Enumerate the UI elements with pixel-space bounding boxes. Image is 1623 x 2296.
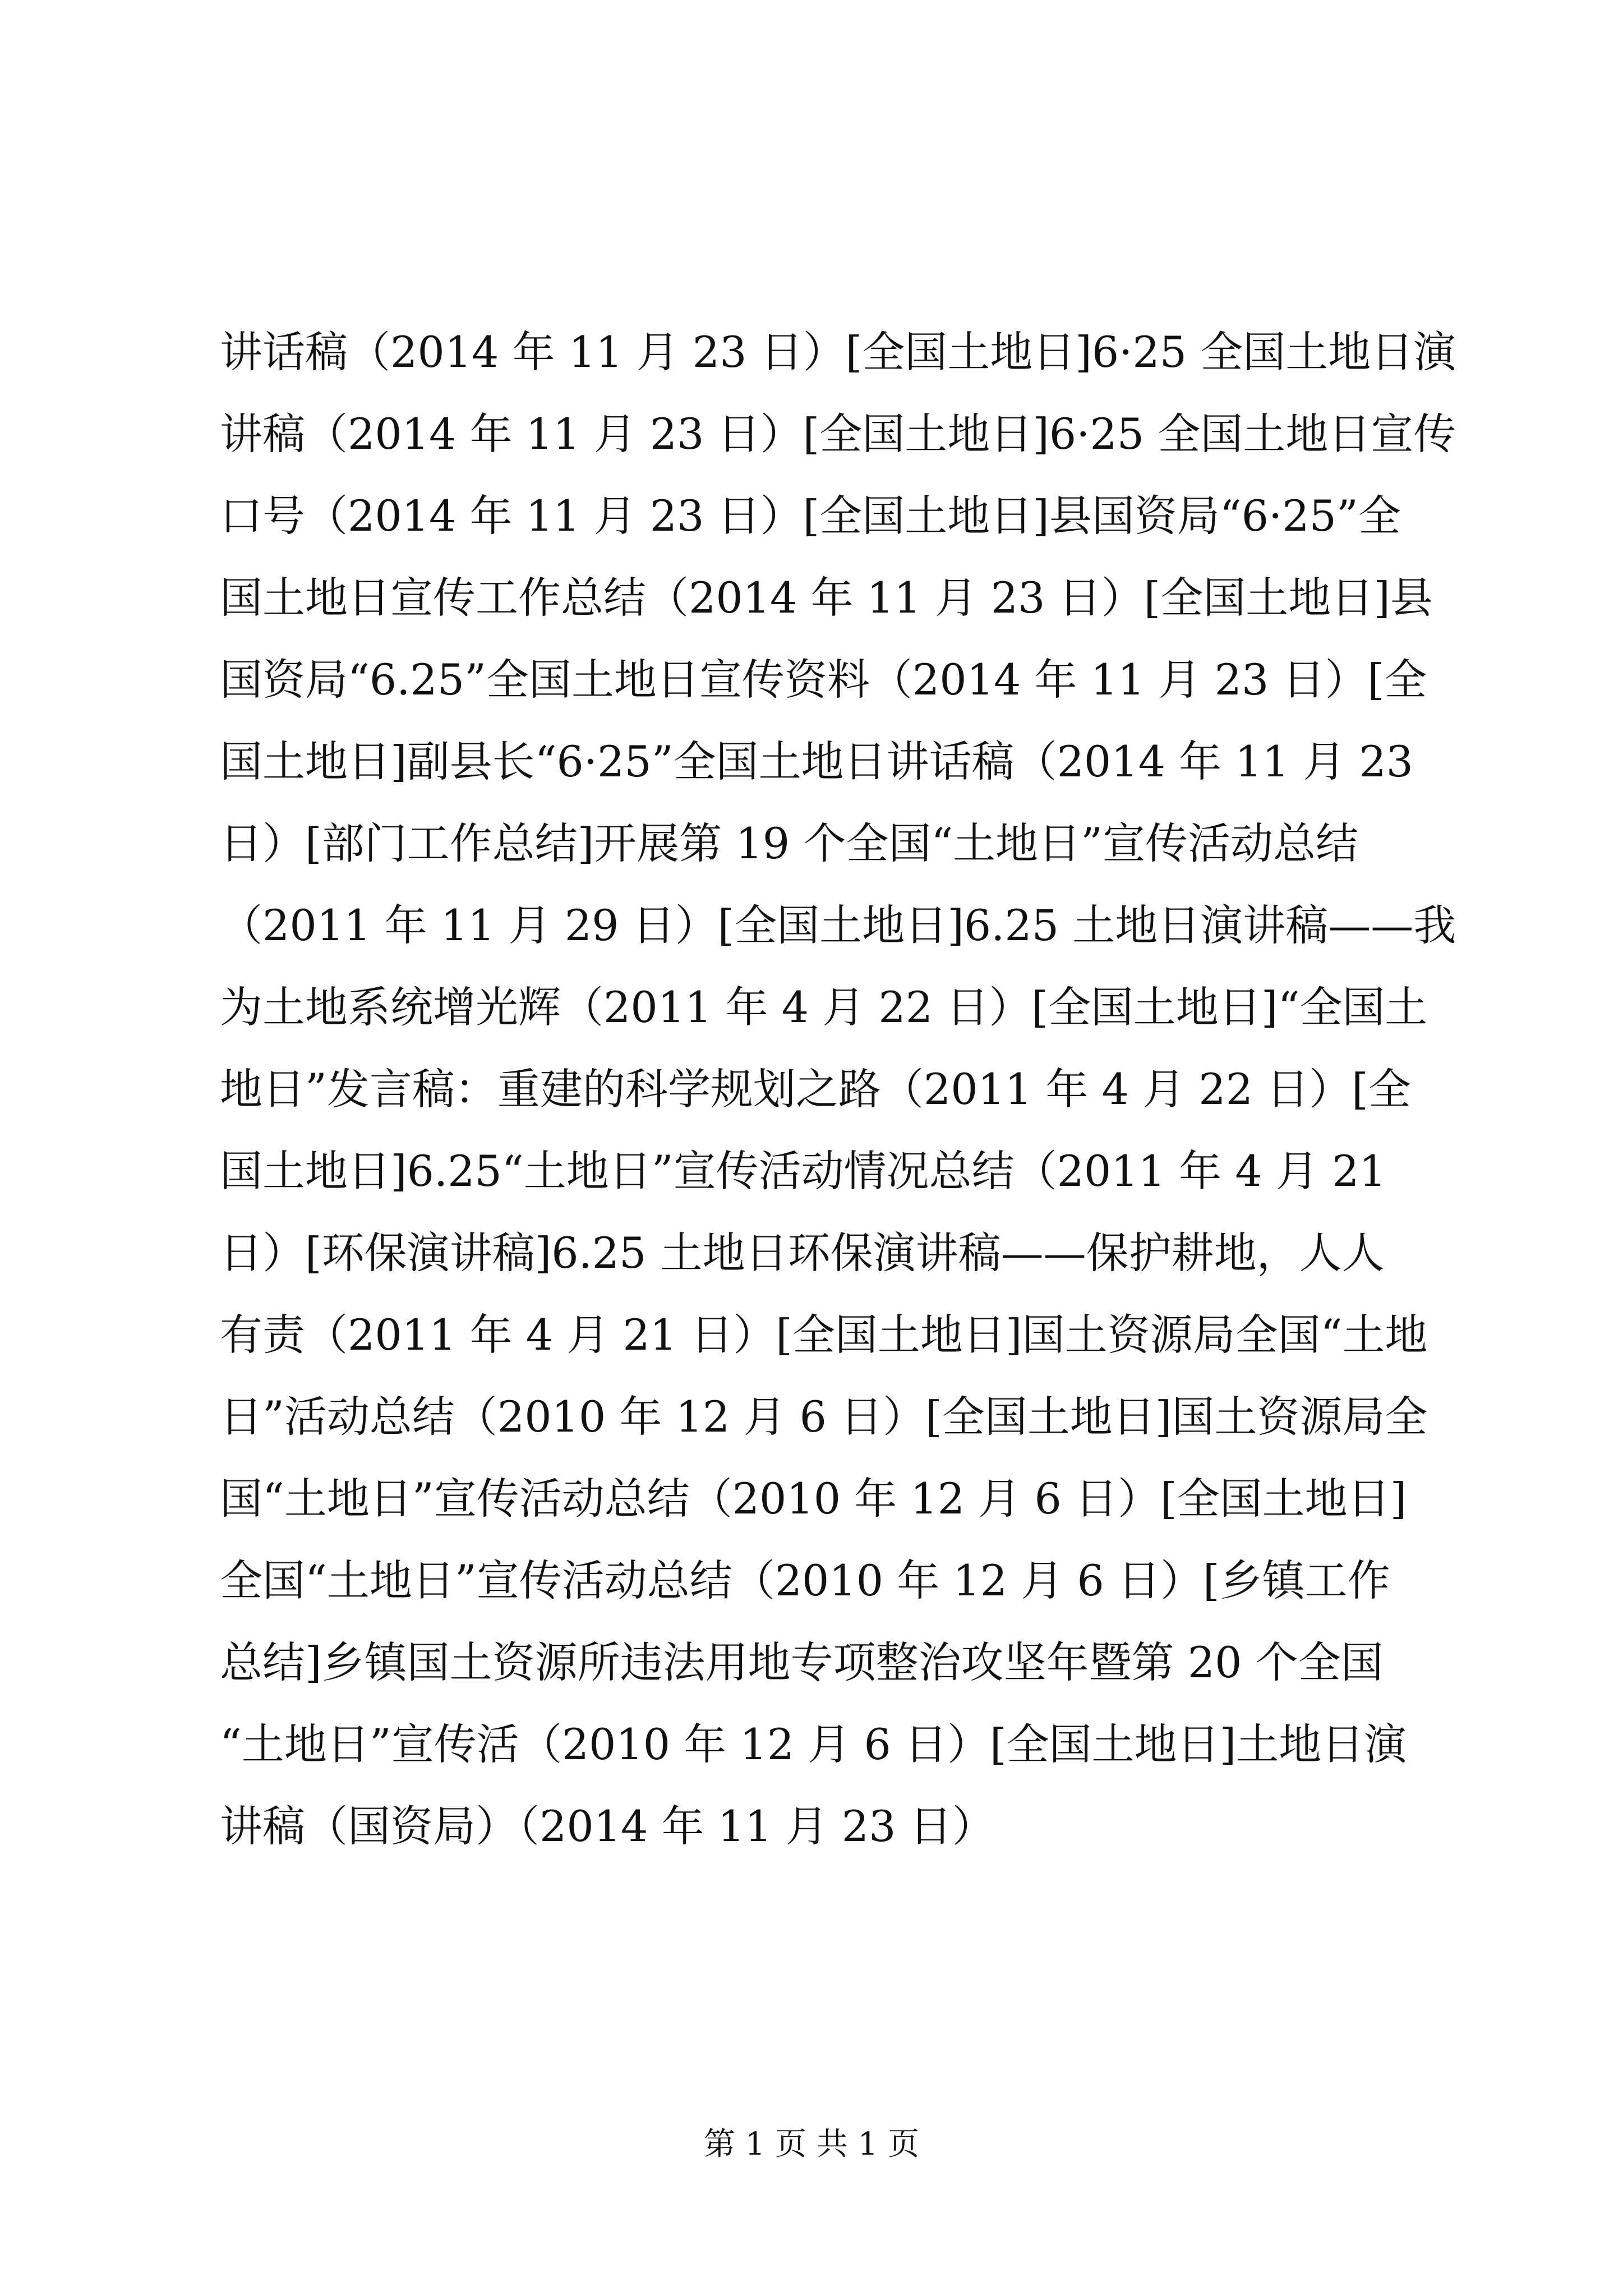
- text-line: 全国“土地日”宣传活动总结（2010 年 12 月 6 日）[乡镇工作: [220, 1556, 1390, 1605]
- text-line: 日）[部门工作总结]开展第 19 个全国“土地日”宣传活动总结: [220, 818, 1359, 868]
- text-line: 讲稿（国资局）（2014 年 11 月 23 日）: [220, 1801, 995, 1851]
- text-line: 国土地日宣传工作总结（2014 年 11 月 23 日）[全国土地日]县: [220, 573, 1433, 623]
- text-line: 国资局“6.25”全国土地日宣传资料（2014 年 11 月 23 日）[全: [220, 655, 1427, 705]
- text-line: 有责（2011 年 4 月 21 日）[全国土地日]国土资源局全国“土地: [220, 1310, 1428, 1360]
- text-line: 总结]乡镇国土资源所违法用地专项整治攻坚年暨第 20 个全国: [220, 1637, 1384, 1687]
- text-line: 讲话稿（2014 年 11 月 23 日）[全国土地日]6·25 全国土地日演: [220, 327, 1456, 377]
- page-footer: 第 1 页 共 1 页: [703, 2126, 920, 2162]
- document-body: [220, 311, 1456, 1867]
- text-line: 口号（2014 年 11 月 23 日）[全国土地日]县国资局“6·25”全: [220, 491, 1401, 541]
- text-line: 国土地日]副县长“6·25”全国土地日讲话稿（2014 年 11 月 23: [220, 737, 1414, 786]
- text-line: 日”活动总结（2010 年 12 月 6 日）[全国土地日]国土资源局全: [220, 1392, 1428, 1442]
- text-line: 讲稿（2014 年 11 月 23 日）[全国土地日]6·25 全国土地日宣传: [220, 409, 1456, 459]
- text-line: 地日”发言稿：重建的科学规划之路（2011 年 4 月 22 日）[全: [220, 1064, 1411, 1114]
- text-line: 日）[环保演讲稿]6.25 土地日环保演讲稿——保护耕地，人人: [220, 1228, 1385, 1278]
- text-line: （2011 年 11 月 29 日）[全国土地日]6.25 土地日演讲稿——我: [220, 900, 1456, 950]
- text-line: 国土地日]6.25“土地日”宣传活动情况总结（2011 年 4 月 21: [220, 1146, 1386, 1196]
- text-line: “土地日”宣传活（2010 年 12 月 6 日）[全国土地日]土地日演: [220, 1719, 1407, 1769]
- text-line: 国“土地日”宣传活动总结（2010 年 12 月 6 日）[全国土地日]: [220, 1474, 1407, 1524]
- text-line: 为土地系统增光辉（2011 年 4 月 22 日）[全国土地日]“全国土: [220, 982, 1428, 1032]
